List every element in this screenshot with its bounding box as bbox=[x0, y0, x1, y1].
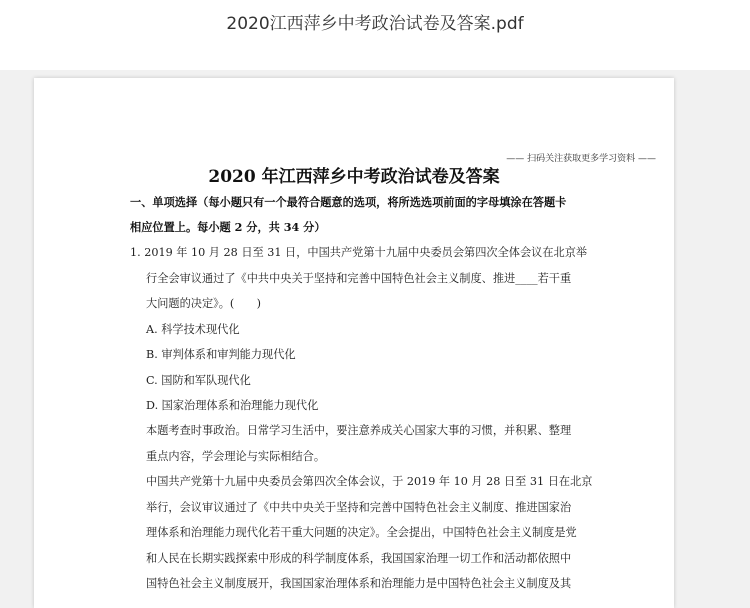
option-a: A. 科学技术现代化 bbox=[146, 323, 240, 336]
answer-line: 国特色社会主义制度展开，我国国家治理体系和治理能力是中国特色社会主义制度及其 bbox=[146, 577, 572, 590]
viewer-toolbar bbox=[0, 0, 750, 70]
analysis-line: 本题考查时事政治。日常学习生活中，要注意养成关心国家大事的习惯，并积累、整理 bbox=[146, 424, 572, 437]
question-line: 大问题的决定》。( ) bbox=[146, 297, 262, 310]
document-title: 2020 年江西萍乡中考政治试卷及答案 bbox=[208, 167, 500, 187]
answer-line: 举行，会议审议通过了《中共中央关于坚持和完善中国特色社会主义制度、推进国家治 bbox=[146, 501, 572, 514]
file-title: 2020江西萍乡中考政治试卷及答案.pdf bbox=[226, 14, 524, 34]
option-c: C. 国防和军队现代化 bbox=[146, 374, 251, 387]
pdf-page bbox=[34, 78, 674, 608]
option-d: D. 国家治理体系和治理能力现代化 bbox=[146, 399, 319, 412]
answer-line: 理体系和治理能力现代化若干重大问题的决定》。全会提出，中国特色社会主义制度是党 bbox=[146, 526, 577, 539]
question-line: 1. 2019 年 10 月 28 日至 31 日，中国共产党第十九届中央委员会第四次全体会议在北京举 bbox=[130, 246, 588, 259]
section-heading-line: 相应位置上。每小题 2 分，共 34 分） bbox=[130, 220, 326, 234]
answer-line: 中国共产党第十九届中央委员会第四次全体会议，于 2019 年 10 月 28 日至 31 日在北京 bbox=[146, 475, 593, 488]
analysis-line: 重点内容，学会理论与实际相结合。 bbox=[146, 450, 326, 463]
scan-note: —— 扫码关注获取更多学习资料 —— bbox=[506, 154, 656, 164]
section-heading-line: 一、单项选择（每小题只有一个最符合题意的选项，将所选选项前面的字母填涂在答题卡 bbox=[130, 195, 567, 209]
option-b: B. 审判体系和审判能力现代化 bbox=[146, 348, 296, 361]
answer-line: 和人民在长期实践探索中形成的科学制度体系，我国国家治理一切工作和活动都依照中 bbox=[146, 552, 572, 565]
question-line: 行全会审议通过了《中共中央关于坚持和完善中国特色社会主义制度、推进____若干重 bbox=[146, 272, 572, 285]
